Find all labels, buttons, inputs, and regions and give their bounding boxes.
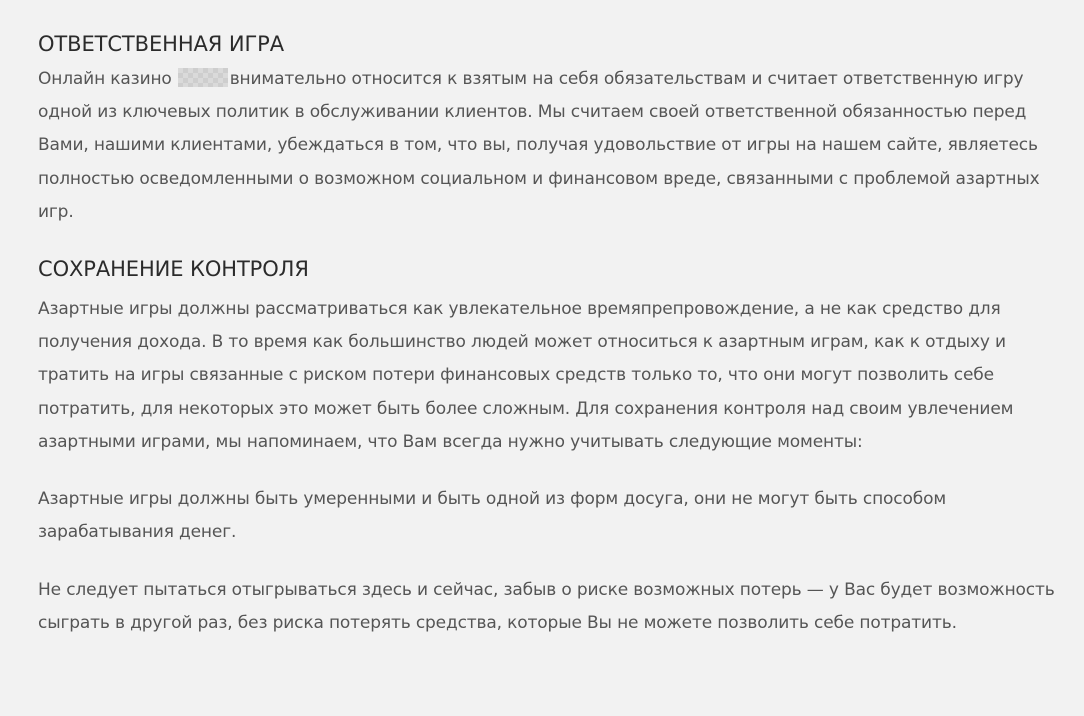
- paragraph-text-start: Онлайн казино: [38, 69, 172, 89]
- redacted-casino-name: [178, 68, 228, 87]
- section-title-keeping-control: СОХРАНЕНИЕ КОНТРОЛЯ: [38, 257, 309, 281]
- section-title-responsible-gaming: ОТВЕТСТВЕННАЯ ИГРА: [38, 32, 284, 56]
- paragraph-moderation: Азартные игры должны быть умеренными и быть одной из форм досуга, они не могут быть способом зарабатывания денег.: [38, 489, 947, 543]
- paragraph-no-chasing-losses: Не следует пытаться отыгрываться здесь и сейчас, забыв о риске возможных потерь — у Вас будет возможность сыграть в другой раз, без риска потерять средства, которые Вы не можете позволить себе потратить.: [38, 580, 1055, 634]
- paragraph-text-rest: внимательно относится к взятым на себя обязательствам и считает ответственную игру одной из ключевых политик в обслуживании клиентов. Мы считаем своей ответственной обязанностью перед Вами, нашими клиентами, убеждаться в том, что вы, получая удовольствие от игры на нашем сайте, являетесь полностью осведомленными о возможном социальном и финансовом вреде, связанными с проблемой азартных игр.: [38, 69, 1040, 222]
- paragraph-keeping-control-intro: Азартные игры должны рассматриваться как увлекательное времяпрепровождение, а не как средство для получения дохода. В то время как большинство людей может относиться к азартным играм, как к отдыху и тратить на игры связанные с риском потери финансовых средств только то, что они могут позволить себе потратить, для некоторых это может быть более сложным. Для сохранения контроля над своим увлечением азартными играми, мы напоминаем, что Вам всегда нужно учитывать следующие моменты:: [38, 299, 1014, 452]
- paragraph-responsible-gaming: [38, 63, 1058, 229]
